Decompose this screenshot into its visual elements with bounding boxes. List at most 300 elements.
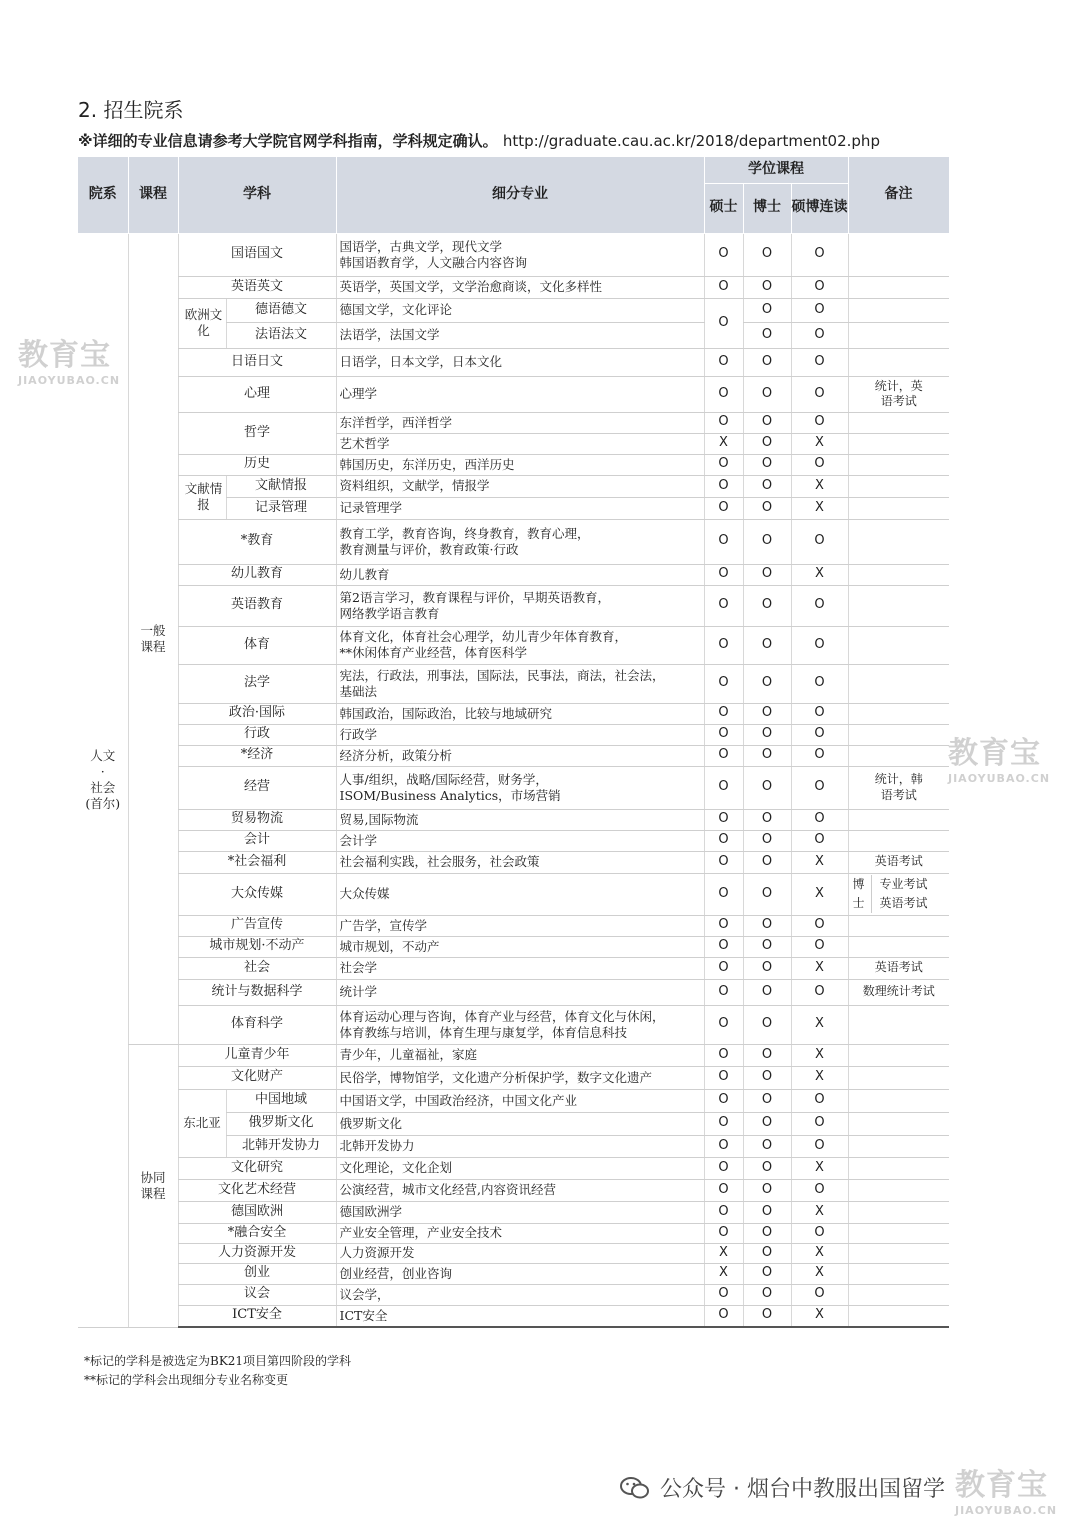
remark-cell [848,626,949,664]
doctor-cell: O [743,376,791,412]
master-cell: O [704,766,743,809]
subject-cell: 德语德文 [226,298,336,322]
doctor-cell: O [743,519,791,564]
table-row [78,1305,949,1327]
doctor-cell: O [743,298,791,322]
master-cell: O [704,1223,743,1243]
subject-cell: 俄罗斯文化 [226,1112,336,1135]
remark-label: 博士 [849,875,872,913]
subject-cell: 议会 [178,1284,336,1305]
subject-cell: 经营 [178,766,336,809]
subject-cell: 统计与数据科学 [178,979,336,1005]
table-row [78,873,949,915]
combined-cell: O [791,1179,848,1201]
subject-cell: 日语日文 [178,348,336,376]
doctor-cell: O [743,703,791,724]
subject-cell: 人力资源开发 [178,1243,336,1263]
remark-text: 统计，英语考试 [874,378,923,408]
table-row [78,830,949,851]
doctor-cell: O [743,957,791,979]
combined-cell: X [791,1201,848,1223]
remark-cell [848,979,949,1005]
majors-cell: 贸易,国际物流 [336,809,704,830]
combined-cell: O [791,276,848,298]
combined-cell: X [791,564,848,585]
remark-cell [848,830,949,851]
master-cell: O [704,873,743,915]
table-row [78,1263,949,1284]
combined-cell: O [791,585,848,626]
master-cell: O [704,1005,743,1044]
remark-cell [848,766,949,809]
combined-cell: X [791,873,848,915]
remark-cell [848,1089,949,1112]
table-row [78,1066,949,1089]
subject-cell: 体育 [178,626,336,664]
combined-cell: O [791,936,848,957]
group-label: 欧洲文化 [184,307,223,338]
subject-cell: 德国欧洲 [178,1201,336,1223]
majors-cell: 德国文学，文化评论 [336,298,704,322]
doctor-cell: O [743,626,791,664]
combined-cell: X [791,497,848,519]
subject-cell: 心理 [178,376,336,412]
doctor-cell: O [743,979,791,1005]
table-row [78,957,949,979]
combined-cell: O [791,724,848,745]
remark-cell [848,1201,949,1223]
table-row [78,979,949,1005]
subject-cell: 城市规划·不动产 [178,936,336,957]
remark-cell [848,233,949,276]
master-cell: O [704,1179,743,1201]
combined-cell: X [791,1305,848,1327]
watermark-text: 教育宝 [948,736,1041,771]
subject-cell: 英语英文 [178,276,336,298]
combined-cell: X [791,851,848,873]
doctor-cell: O [743,564,791,585]
remark-cell [848,1243,949,1263]
master-cell: O [704,454,743,475]
master-cell: O [704,936,743,957]
header-remarks: 备注 [848,157,949,233]
combined-cell: O [791,348,848,376]
majors-cell: 人事/组织，战略/国际经营，财务学， ISOM/Business Analytics，市场营销 [336,766,704,809]
subject-cell: 大众传媒 [178,873,336,915]
college-name: 人文 [90,748,116,763]
master-cell: O [704,497,743,519]
combined-cell: X [791,1243,848,1263]
remark-cell [848,873,949,915]
combined-cell: O [791,519,848,564]
master-cell: O [704,376,743,412]
reference-url[interactable]: http://graduate.cau.ac.kr/2018/department02.php [502,132,880,150]
doctor-cell: O [743,809,791,830]
table-row [78,519,949,564]
remark-cell [848,348,949,376]
majors-cell: 民俗学，博物馆学，文化遗产分析保护学，数字文化遗产 [336,1066,704,1089]
master-cell: X [704,1263,743,1284]
combined-cell: O [791,766,848,809]
majors-cell: 法语学，法国文学 [336,322,704,348]
combined-cell: X [791,1044,848,1066]
doctor-cell: O [743,1305,791,1327]
course-general-cell [128,233,178,1044]
master-cell: O [704,703,743,724]
college-name: 社会 [90,780,116,795]
remark-cell [848,475,949,497]
subject-cell: *社会福利 [178,851,336,873]
master-cell: O [704,412,743,433]
doctor-cell: O [743,233,791,276]
table-row [78,1157,949,1179]
course-label: 一般课程 [140,622,166,654]
doctor-cell: O [743,936,791,957]
table-row [78,724,949,745]
table-row [78,664,949,703]
table-row [78,475,949,497]
majors-cell: 统计学 [336,979,704,1005]
table-row [78,1089,949,1112]
subject-cell: 文化研究 [178,1157,336,1179]
subject-cell: 历史 [178,454,336,475]
majors-cell: 俄罗斯文化 [336,1112,704,1135]
master-cell: O [704,276,743,298]
watermark-text: 教育宝 [955,1468,1048,1503]
subject-cell: ICT安全 [178,1305,336,1327]
remark-cell [848,809,949,830]
header-subject: 学科 [178,157,336,233]
remark-text: 数理统计考试 [862,984,935,999]
table-row [78,766,949,809]
doctor-cell: O [743,1284,791,1305]
doctor-cell: O [743,1157,791,1179]
majors-cell: 议会学， [336,1284,704,1305]
table-row [78,1044,949,1066]
remark-cell [848,376,949,412]
college-name: · [100,764,105,779]
remark-cell [848,1284,949,1305]
header-majors: 细分专业 [336,157,704,233]
wechat-footer [620,1472,945,1503]
majors-cell: 资料组织，文献学，情报学 [336,475,704,497]
majors-cell: 行政学 [336,724,704,745]
table-row [78,745,949,766]
group-label: 文献情报 [184,481,223,512]
watermark-url: JIAOYUBAO.CN [955,1504,1058,1517]
course-label: 协同课程 [140,1169,166,1201]
subject-cell: *经济 [178,745,336,766]
remark-cell [848,703,949,724]
remark-cell [848,1044,949,1066]
subject-cell: 文化艺术经营 [178,1179,336,1201]
doctor-cell: O [743,830,791,851]
subject-cell: 行政 [178,724,336,745]
combined-cell: O [791,376,848,412]
doctor-cell: O [743,664,791,703]
remark-cell [848,276,949,298]
department-table [78,157,950,1328]
majors-cell: 宪法，行政法，刑事法，国际法，民事法，商法，社会法， 基础法 [336,664,704,703]
doctor-cell: O [743,585,791,626]
master-cell: O [704,585,743,626]
remark-cell [848,1179,949,1201]
combined-cell: O [791,626,848,664]
combined-cell: X [791,1263,848,1284]
remark-cell [848,585,949,626]
subject-cell: 贸易物流 [178,809,336,830]
doctor-cell: O [743,1243,791,1263]
subject-cell: 广告宣传 [178,915,336,936]
majors-cell: ICT安全 [336,1305,704,1327]
remark-text: 专业考试 英语考试 [879,876,928,910]
master-cell: O [704,957,743,979]
master-cell: O [704,851,743,873]
combined-cell: X [791,433,848,454]
doctor-cell: O [743,1201,791,1223]
doctor-cell: O [743,766,791,809]
majors-cell: 产业安全管理，产业安全技术 [336,1223,704,1243]
table-body [78,233,949,1327]
doctor-cell: O [743,1135,791,1157]
master-cell: O [704,1044,743,1066]
table-row [78,233,949,276]
remark-cell [848,1135,949,1157]
remark-cell [848,412,949,433]
majors-cell: 北韩开发协力 [336,1135,704,1157]
master-cell: O [704,1157,743,1179]
subject-cell: *融合安全 [178,1223,336,1243]
combined-cell: X [791,475,848,497]
footnote-rename: **标记的学科会出现细分专业名称变更 [84,1373,289,1387]
subject-cell: 法语法文 [226,322,336,348]
remark-cell [848,1263,949,1284]
majors-cell: 大众传媒 [336,873,704,915]
subject-group-northeast [178,1089,226,1157]
combined-cell: O [791,412,848,433]
table-row [78,936,949,957]
doctor-cell: O [743,1066,791,1089]
table-row [78,851,949,873]
subject-cell: *教育 [178,519,336,564]
master-cell: O [704,830,743,851]
reference-note [78,130,880,151]
subject-group-docinfo [178,475,226,519]
subject-cell: 中国地域 [226,1089,336,1112]
doctor-cell: O [743,322,791,348]
master-cell: X [704,433,743,454]
course-coop-cell [128,1044,178,1327]
combined-cell: O [791,233,848,276]
remark-text: 英语考试 [874,960,923,975]
header-degree: 学位课程 [704,157,848,183]
subject-cell: 文化财产 [178,1066,336,1089]
majors-cell: 文化理论，文化企划 [336,1157,704,1179]
combined-cell: O [791,298,848,322]
subject-cell: 法学 [178,664,336,703]
table-row [78,564,949,585]
group-label: 东北亚 [183,1115,221,1130]
remark-cell [848,322,949,348]
header-master: 硕士 [704,183,743,233]
master-cell: O [704,475,743,497]
section-title: 2. 招生院系 [78,98,184,122]
combined-cell: O [791,322,848,348]
combined-cell: O [791,979,848,1005]
majors-cell: 记录管理学 [336,497,704,519]
subject-cell: 英语教育 [178,585,336,626]
table-row [78,703,949,724]
combined-cell: O [791,703,848,724]
master-cell: O [704,809,743,830]
college-cell [78,233,128,1327]
majors-cell: 社会学 [336,957,704,979]
doctor-cell: O [743,348,791,376]
header-course: 课程 [128,157,178,233]
remark-text: 英语考试 [874,854,923,869]
master-cell: O [704,626,743,664]
majors-cell: 广告学，宣传学 [336,915,704,936]
header-college: 院系 [78,157,128,233]
majors-cell: 创业经营，创业咨询 [336,1263,704,1284]
combined-cell: O [791,1135,848,1157]
table-row [78,915,949,936]
table-row [78,1201,949,1223]
master-cell: X [704,1243,743,1263]
majors-cell: 日语学，日本文学，日本文化 [336,348,704,376]
doctor-cell: O [743,475,791,497]
majors-cell: 中国语文学，中国政治经济，中国文化产业 [336,1089,704,1112]
master-cell: O [704,664,743,703]
majors-cell: 公演经营，城市文化经营,内容资讯经营 [336,1179,704,1201]
watermark-logo [955,1460,1057,1517]
remark-cell [848,497,949,519]
doctor-cell: O [743,1263,791,1284]
wechat-icon [620,1476,650,1500]
remark-cell [848,851,949,873]
master-cell: O [704,1089,743,1112]
header-doctor: 博士 [743,183,791,233]
remark-cell [848,433,949,454]
subject-cell: 幼儿教育 [178,564,336,585]
remark-cell [848,454,949,475]
majors-cell: 艺术哲学 [336,433,704,454]
remark-cell [848,745,949,766]
combined-cell: O [791,1112,848,1135]
table-row [78,809,949,830]
subject-cell: 北韩开发协力 [226,1135,336,1157]
majors-cell: 英语学，英国文学，文学治愈商谈，文化多样性 [336,276,704,298]
remark-cell [848,915,949,936]
subject-cell: 政治·国际 [178,703,336,724]
table-row [78,1005,949,1044]
subject-cell: 记录管理 [226,497,336,519]
majors-cell: 经济分析，政策分析 [336,745,704,766]
subject-cell: 文献情报 [226,475,336,497]
master-cell: O [704,233,743,276]
combined-cell: X [791,1157,848,1179]
master-cell: O [704,724,743,745]
watermark-logo [948,728,1050,785]
combined-cell: O [791,915,848,936]
master-cell: O [704,298,743,348]
combined-cell: O [791,664,848,703]
master-cell: O [704,519,743,564]
remark-cell [848,1305,949,1327]
doctor-cell: O [743,412,791,433]
footer-text: 公众号 · 烟台中教服出国留学 [660,1477,945,1502]
subject-cell: 体育科学 [178,1005,336,1044]
master-cell: O [704,915,743,936]
subject-cell: 会计 [178,830,336,851]
combined-cell: O [791,809,848,830]
combined-cell: O [791,1223,848,1243]
majors-cell: 体育运动心理与咨询，体育产业与经营，体育文化与休闲， 体育教练与培训，体育生理与康复学，体育信息科技 [336,1005,704,1044]
reference-note-text: ※详细的专业信息请参考大学院官网学科指南，学科规定确认。 [78,132,498,150]
master-cell: O [704,1284,743,1305]
doctor-cell: O [743,873,791,915]
doctor-cell: O [743,497,791,519]
subject-cell: 国语国文 [178,233,336,276]
master-cell: O [704,1305,743,1327]
doctor-cell: O [743,745,791,766]
remark-cell [848,724,949,745]
college-name: (首尔) [85,796,121,811]
watermark-logo [18,330,120,387]
remark-text: 统计，韩语考试 [874,772,923,802]
subject-cell: 创业 [178,1263,336,1284]
doctor-cell: O [743,915,791,936]
majors-cell: 社会福利实践，社会服务，社会政策 [336,851,704,873]
master-cell: O [704,1066,743,1089]
doctor-cell: O [743,454,791,475]
majors-cell: 教育工学，教育咨询，终身教育，教育心理， 教育测量与评价，教育政策·行政 [336,519,704,564]
master-cell: O [704,1112,743,1135]
majors-cell: 人力资源开发 [336,1243,704,1263]
combined-cell: X [791,1005,848,1044]
doctor-cell: O [743,1044,791,1066]
table-row [78,1179,949,1201]
subject-cell: 儿童青少年 [178,1044,336,1066]
remark-cell [848,1066,949,1089]
majors-cell: 韩国政治，国际政治，比较与地域研究 [336,703,704,724]
doctor-cell: O [743,1223,791,1243]
remark-cell [848,664,949,703]
master-cell: O [704,564,743,585]
watermark-text: 教育宝 [18,338,111,373]
table-row [78,376,949,412]
combined-cell: O [791,1284,848,1305]
table-row [78,454,949,475]
majors-cell: 幼儿教育 [336,564,704,585]
subject-group-europe [178,298,226,348]
table-row [78,276,949,298]
remark-cell [848,519,949,564]
majors-cell: 心理学 [336,376,704,412]
doctor-cell: O [743,1112,791,1135]
majors-cell: 韩国历史，东洋历史，西洋历史 [336,454,704,475]
majors-cell: 国语学，古典文学，现代文学 韩国语教育学，人文融合内容咨询 [336,233,704,276]
combined-cell: O [791,454,848,475]
remark-cell [848,957,949,979]
remark-cell [848,1005,949,1044]
doctor-cell: O [743,851,791,873]
majors-cell: 东洋哲学，西洋哲学 [336,412,704,433]
table-row [78,412,949,433]
master-cell: O [704,979,743,1005]
watermark-url: JIAOYUBAO.CN [18,374,121,387]
combined-cell: X [791,1066,848,1089]
